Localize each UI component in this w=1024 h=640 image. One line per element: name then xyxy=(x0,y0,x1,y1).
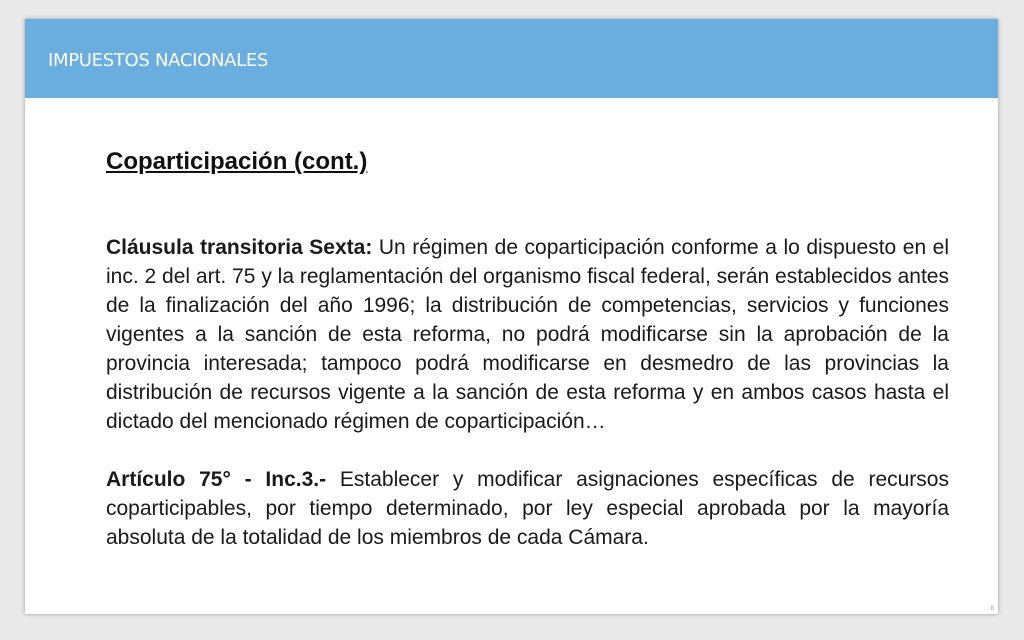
paragraph-articulo-75 xyxy=(106,465,949,552)
header-title: IMPUESTOS NACIONALES xyxy=(48,50,269,71)
paragraph-clausula-sexta xyxy=(106,233,949,436)
section-title: Coparticipación (cont.) xyxy=(106,148,368,175)
header-bar xyxy=(25,19,998,98)
slide xyxy=(25,19,998,614)
page-number: 8 xyxy=(990,606,994,612)
paragraph-body: Un régimen de coparticipación conforme a lo dispuesto en el inc. 2 del art. 75 y la reglamentación del organismo fiscal federal, serán establecidos antes de la finalización del año 1996; la distribución de competencias, servicios y funciones vigentes a la sanción de esta reforma, no podrá modificarse sin la aprobación de la provincia interesada; tampoco podrá modificarse en desmedro de las provincias la distribución de recursos vigente a la sanción de esta reforma y en ambos casos hasta el dictado del mencionado régimen de coparticipación… xyxy=(106,236,950,433)
paragraph-lead: Artículo 75° - Inc.3.- xyxy=(106,468,327,491)
paragraph-body: Establecer y modificar asignaciones específicas de recursos coparticipables, por tiempo determinado, por ley especial aprobada por la mayoría absoluta de la totalidad de los miembros de cada Cámara. xyxy=(106,468,949,549)
paragraph-lead: Cláusula transitoria Sexta: xyxy=(106,236,373,259)
slide-content xyxy=(106,147,949,552)
